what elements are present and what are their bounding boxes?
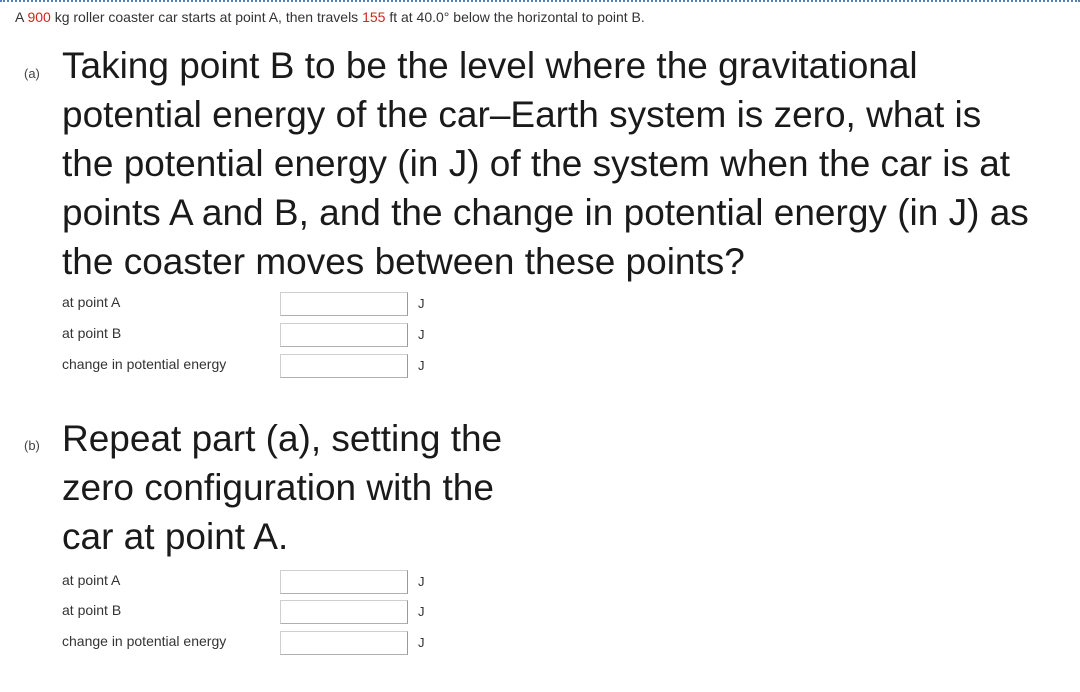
problem-text: ft at 40.0° below the horizontal to point B. [385,9,645,25]
unit-label: J [418,604,425,619]
question-line: points A and B, and the change in potential energy (in J) as [62,192,1029,233]
part-b-label: (b) [24,438,40,453]
field-label: change in potential energy [62,356,227,372]
field-label: at point B [62,602,122,618]
question-line: Repeat part (a), setting the [62,418,503,459]
question-line: Taking point B to be the level where the gravitational [62,45,918,86]
problem-text: A [15,9,28,25]
part-b-point-b-input[interactable] [280,600,408,624]
field-label: at point A [62,572,121,588]
field-label: at point A [62,294,121,310]
part-a-label: (a) [24,66,40,81]
field-label: change in potential energy [62,633,227,649]
unit-label: J [418,327,425,342]
question-line: zero configuration with the [62,467,494,508]
part-a-point-b-input[interactable] [280,323,408,347]
part-b-change-input[interactable] [280,631,408,655]
problem-statement [15,9,645,25]
question-line: potential energy of the car–Earth system is zero, what is [62,94,982,135]
field-label: at point B [62,325,122,341]
part-a-question [62,41,1029,286]
unit-label: J [418,358,425,373]
unit-label: J [418,574,425,589]
question-line: the potential energy (in J) of the system when the car is at [62,143,1011,184]
problem-text: kg roller coaster car starts at point A, then travels [50,9,363,25]
question-line: car at point A. [62,516,289,557]
unit-label: J [418,635,425,650]
part-a-change-input[interactable] [280,354,408,378]
part-b-question [62,414,502,561]
question-line: the coaster moves between these points? [62,241,745,282]
part-a-point-a-input[interactable] [280,292,408,316]
mass-value: 900 [27,9,51,25]
distance-value: 155 [362,9,386,25]
unit-label: J [418,296,425,311]
problem-header [0,0,1080,27]
part-b-point-a-input[interactable] [280,570,408,594]
